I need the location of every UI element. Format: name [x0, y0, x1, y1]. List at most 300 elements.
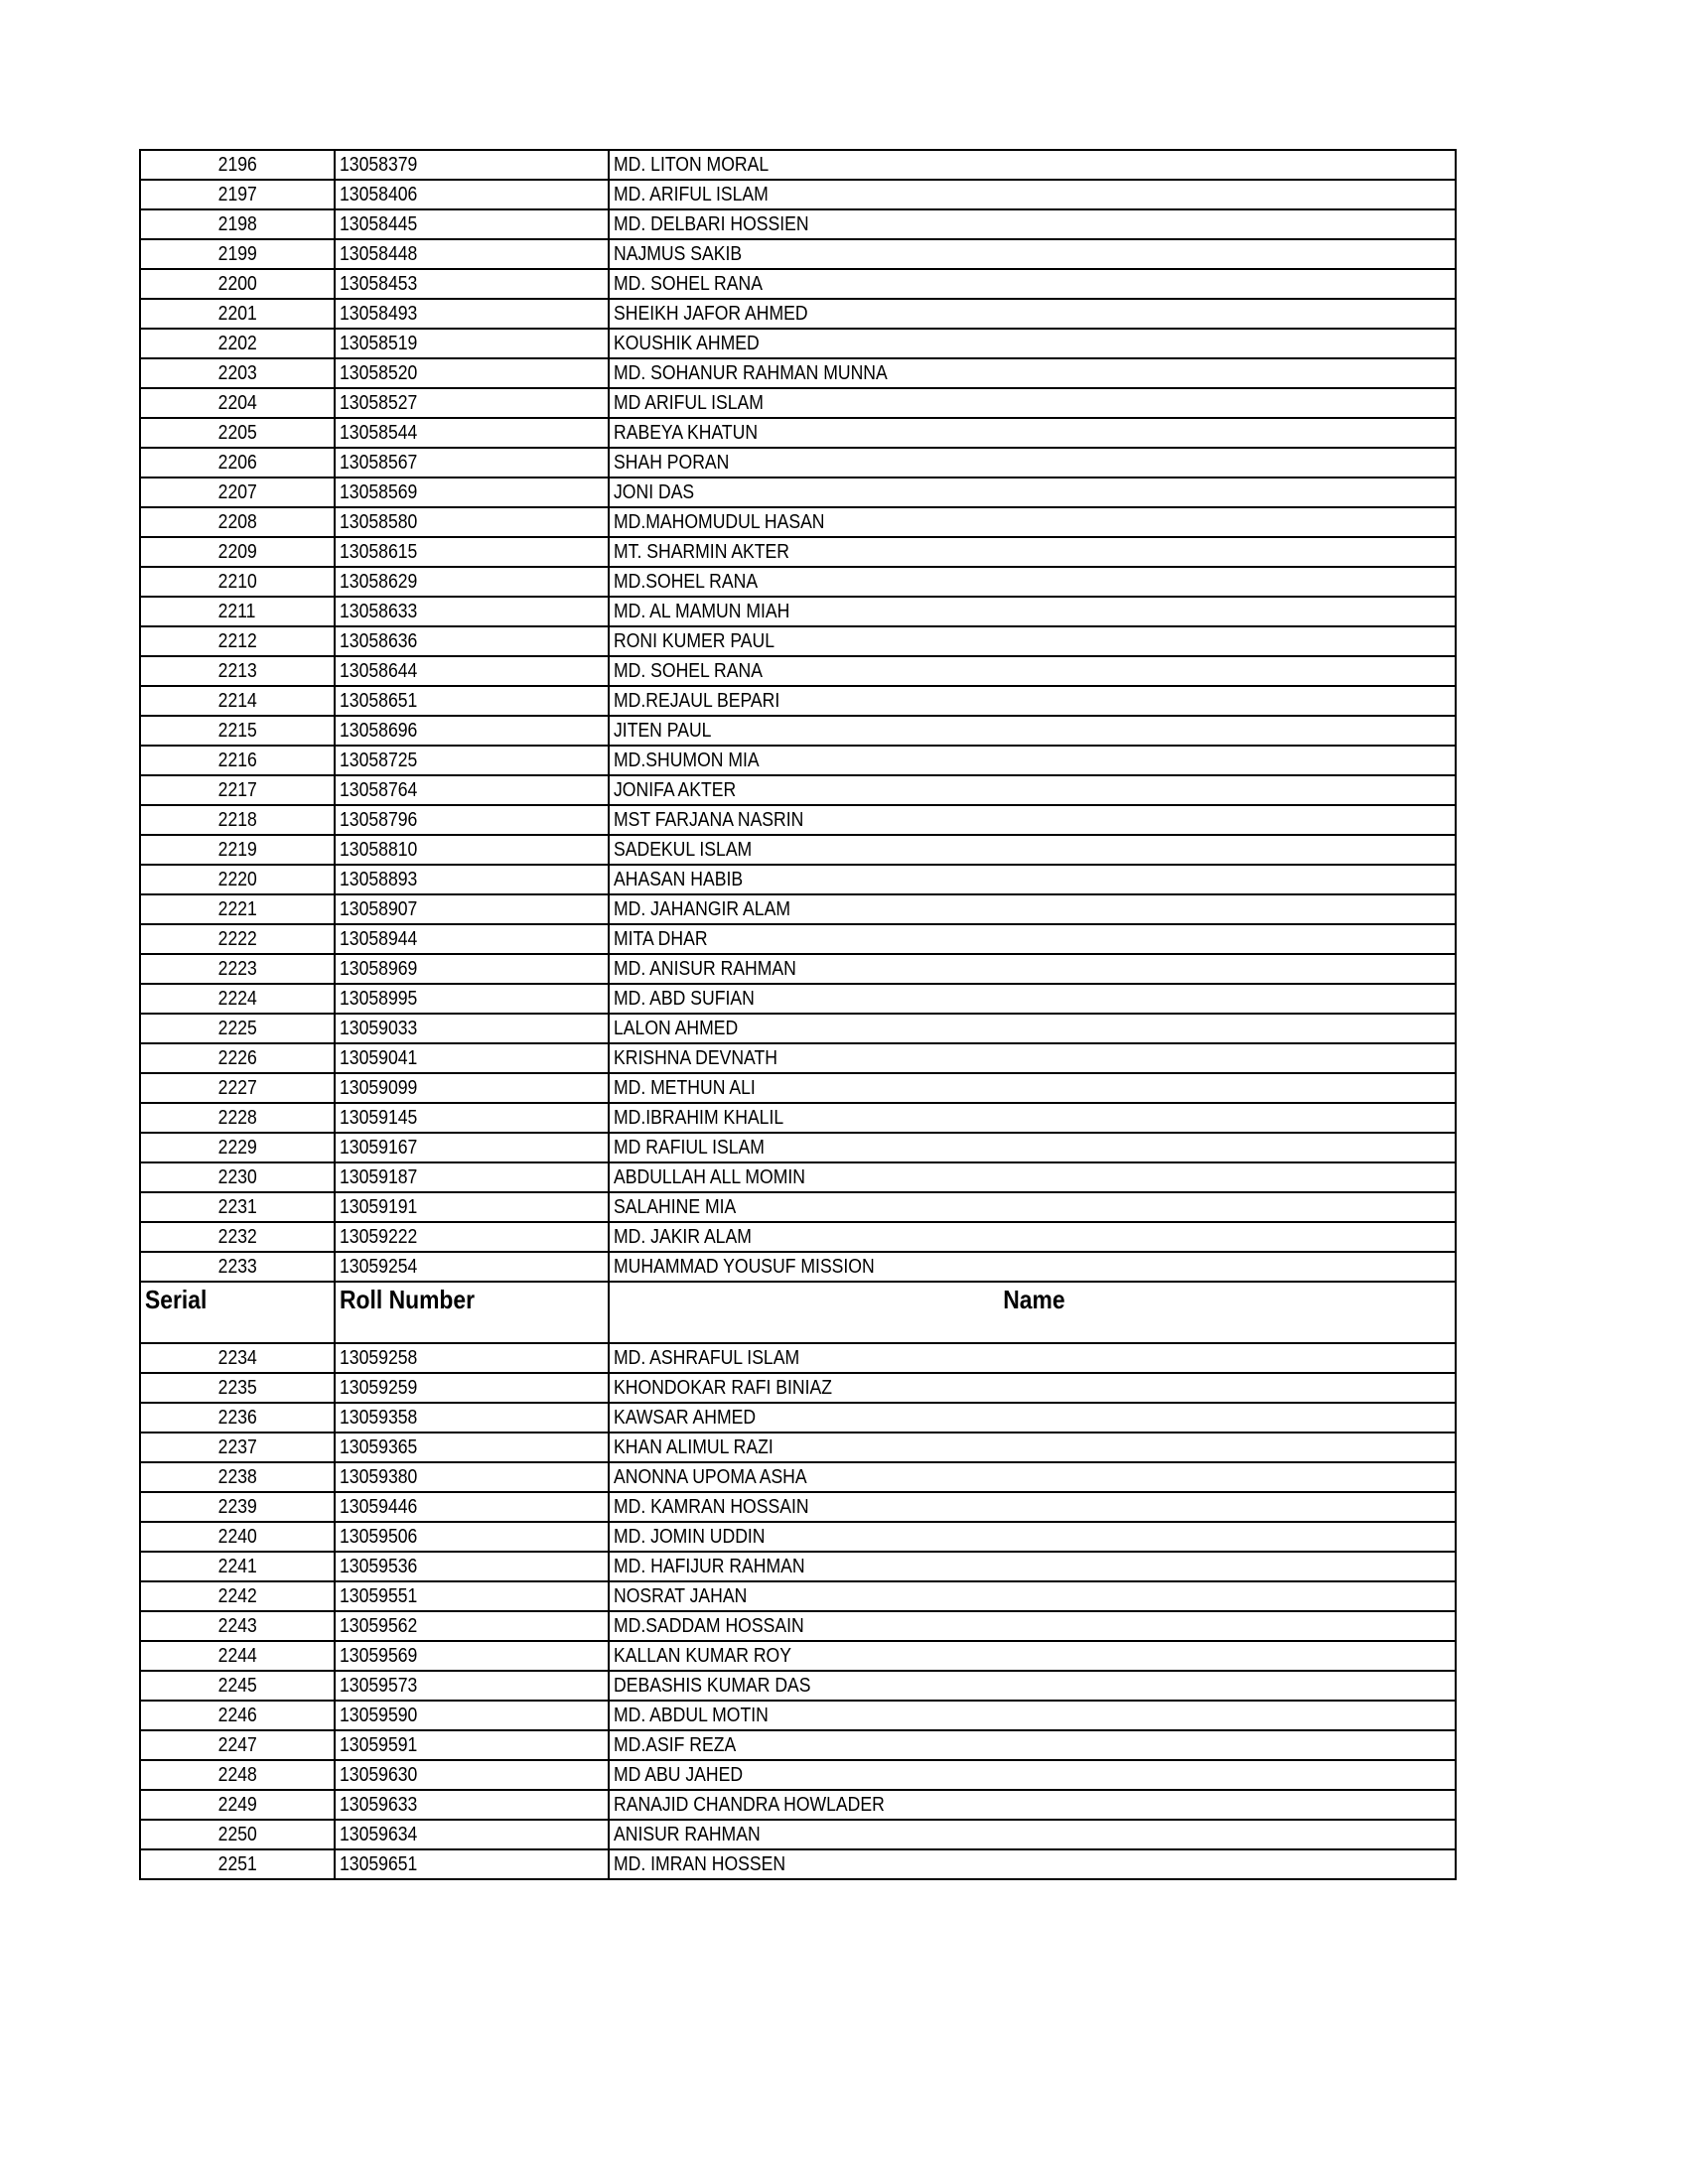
serial-cell	[140, 984, 335, 1014]
serial-cell-text: 2226	[217, 1047, 257, 1069]
roll-number-cell-text: 13058944	[340, 928, 418, 950]
serial-cell-text: 2247	[217, 1734, 257, 1756]
serial-cell	[140, 656, 335, 686]
serial-cell-text: 2227	[217, 1077, 257, 1099]
name-cell	[609, 626, 1456, 656]
serial-cell	[140, 1462, 335, 1492]
serial-column-header	[140, 1282, 335, 1343]
serial-cell	[140, 1581, 335, 1611]
name-cell	[609, 865, 1456, 894]
roll-number-cell	[335, 1552, 609, 1581]
serial-cell	[140, 1343, 335, 1373]
roll-number-cell-text: 13058406	[340, 184, 418, 205]
roll-number-cell-text: 13058527	[340, 392, 418, 414]
table-row	[140, 358, 1456, 388]
table-row	[140, 150, 1456, 180]
roll-number-cell-text: 13058810	[340, 839, 418, 861]
name-cell-text: KALLAN KUMAR ROY	[614, 1645, 791, 1667]
serial-cell	[140, 805, 335, 835]
roll-number-cell	[335, 388, 609, 418]
serial-cell-text: 2228	[217, 1107, 257, 1129]
table-body-lower	[140, 1343, 1456, 1879]
serial-cell	[140, 1014, 335, 1043]
name-cell	[609, 388, 1456, 418]
roll-number-cell	[335, 478, 609, 507]
serial-cell-text: 2239	[217, 1496, 257, 1518]
name-cell	[609, 746, 1456, 775]
serial-cell-text: 2206	[217, 452, 257, 474]
serial-cell-text: 2217	[217, 779, 257, 801]
roll-number-cell	[335, 1073, 609, 1103]
name-cell	[609, 1849, 1456, 1879]
serial-cell	[140, 1133, 335, 1162]
name-cell-text: MD. LITON MORAL	[614, 154, 770, 176]
serial-cell	[140, 1043, 335, 1073]
roll-number-cell	[335, 1522, 609, 1552]
roll-number-cell	[335, 1492, 609, 1522]
table-row	[140, 686, 1456, 716]
serial-cell-text: 2248	[217, 1764, 257, 1786]
table-row	[140, 1222, 1456, 1252]
name-cell-text: KHONDOKAR RAFI BINIAZ	[614, 1377, 833, 1399]
name-cell-text: JITEN PAUL	[614, 720, 712, 742]
table-row	[140, 1462, 1456, 1492]
table-row	[140, 478, 1456, 507]
serial-cell-text: 2242	[217, 1585, 257, 1607]
roll-number-cell-text: 13058379	[340, 154, 418, 176]
roll-number-cell-text: 13059259	[340, 1377, 418, 1399]
roll-number-cell	[335, 1433, 609, 1462]
name-cell	[609, 1492, 1456, 1522]
serial-header-text: Serial	[145, 1285, 208, 1314]
serial-cell	[140, 1492, 335, 1522]
serial-cell-text: 2231	[217, 1196, 257, 1218]
table-row	[140, 1252, 1456, 1282]
name-cell-text: RONI KUMER PAUL	[614, 630, 775, 652]
roll-number-cell	[335, 1014, 609, 1043]
serial-cell	[140, 269, 335, 299]
name-cell	[609, 537, 1456, 567]
serial-cell-text: 2230	[217, 1166, 257, 1188]
roll-number-cell	[335, 597, 609, 626]
roll-number-cell-text: 13059634	[340, 1824, 418, 1845]
name-cell	[609, 1192, 1456, 1222]
name-cell-text: MD. SOHEL RANA	[614, 660, 763, 682]
serial-cell-text: 2251	[217, 1853, 257, 1875]
roll-number-cell-text: 13059041	[340, 1047, 418, 1069]
serial-cell-text: 2197	[217, 184, 257, 205]
serial-cell-text: 2233	[217, 1256, 257, 1278]
name-cell	[609, 1671, 1456, 1701]
roll-number-table	[139, 149, 1457, 1880]
name-cell	[609, 954, 1456, 984]
name-cell	[609, 1701, 1456, 1730]
serial-cell-text: 2235	[217, 1377, 257, 1399]
table-row	[140, 656, 1456, 686]
name-cell-text: KRISHNA DEVNATH	[614, 1047, 777, 1069]
roll-number-cell-text: 13058725	[340, 750, 418, 771]
serial-cell	[140, 1611, 335, 1641]
name-cell-text: MT. SHARMIN AKTER	[614, 541, 790, 563]
roll-number-cell	[335, 1641, 609, 1671]
serial-cell-text: 2237	[217, 1436, 257, 1458]
serial-cell	[140, 1641, 335, 1671]
serial-cell	[140, 1162, 335, 1192]
serial-cell	[140, 388, 335, 418]
serial-cell-text: 2216	[217, 750, 257, 771]
serial-cell	[140, 1222, 335, 1252]
name-cell	[609, 1073, 1456, 1103]
roll-number-cell-text: 13059145	[340, 1107, 418, 1129]
serial-cell	[140, 209, 335, 239]
table-row	[140, 1133, 1456, 1162]
roll-number-cell-text: 13059033	[340, 1018, 418, 1039]
serial-cell	[140, 597, 335, 626]
roll-number-cell	[335, 1373, 609, 1403]
serial-cell	[140, 1373, 335, 1403]
roll-number-cell	[335, 358, 609, 388]
table-row	[140, 1192, 1456, 1222]
name-cell	[609, 1552, 1456, 1581]
table-row	[140, 835, 1456, 865]
serial-cell	[140, 448, 335, 478]
name-cell	[609, 1103, 1456, 1133]
name-cell-text: ANONNA UPOMA ASHA	[614, 1466, 807, 1488]
roll-number-cell-text: 13058569	[340, 481, 418, 503]
table-row	[140, 1611, 1456, 1641]
name-cell	[609, 329, 1456, 358]
serial-cell-text: 2211	[218, 601, 256, 622]
table-row	[140, 1343, 1456, 1373]
roll-number-cell	[335, 1701, 609, 1730]
name-cell-text: MD. ABDUL MOTIN	[614, 1705, 769, 1726]
roll-number-cell-text: 13058995	[340, 988, 418, 1010]
name-cell-text: MD. JAHANGIR ALAM	[614, 898, 790, 920]
roll-number-cell-text: 13059590	[340, 1705, 418, 1726]
table-row	[140, 537, 1456, 567]
name-cell	[609, 1222, 1456, 1252]
roll-number-cell-text: 13058796	[340, 809, 418, 831]
name-cell-text: MD.IBRAHIM KHALIL	[614, 1107, 784, 1129]
name-cell-text: KHAN ALIMUL RAZI	[614, 1436, 774, 1458]
roll-number-cell	[335, 448, 609, 478]
table-row	[140, 626, 1456, 656]
serial-cell-text: 2196	[217, 154, 257, 176]
serial-cell	[140, 1552, 335, 1581]
roll-number-cell	[335, 1343, 609, 1373]
roll-number-cell	[335, 1671, 609, 1701]
name-cell-text: MD. ARIFUL ISLAM	[614, 184, 769, 205]
name-cell	[609, 924, 1456, 954]
name-cell	[609, 269, 1456, 299]
serial-cell-text: 2249	[217, 1794, 257, 1816]
name-cell-text: MD.SHUMON MIA	[614, 750, 760, 771]
roll-number-cell	[335, 1790, 609, 1820]
roll-number-cell-text: 13058636	[340, 630, 418, 652]
table-row	[140, 1014, 1456, 1043]
roll-number-cell-text: 13058453	[340, 273, 418, 295]
table-row	[140, 507, 1456, 537]
name-cell	[609, 894, 1456, 924]
name-cell	[609, 507, 1456, 537]
serial-cell-text: 2234	[217, 1347, 257, 1369]
roll-number-cell	[335, 1462, 609, 1492]
roll-number-cell-text: 13058544	[340, 422, 418, 444]
name-cell-text: MD. JAKIR ALAM	[614, 1226, 752, 1248]
roll-number-cell-text: 13058644	[340, 660, 418, 682]
roll-number-cell	[335, 626, 609, 656]
roll-number-cell-text: 13058580	[340, 511, 418, 533]
table-row	[140, 716, 1456, 746]
serial-cell	[140, 478, 335, 507]
serial-cell-text: 2224	[217, 988, 257, 1010]
serial-cell	[140, 1522, 335, 1552]
name-cell	[609, 716, 1456, 746]
roll-number-cell-text: 13059258	[340, 1347, 418, 1369]
serial-cell-text: 2204	[217, 392, 257, 414]
table-row	[140, 1492, 1456, 1522]
roll-number-cell-text: 13059365	[340, 1436, 418, 1458]
table-row	[140, 329, 1456, 358]
serial-cell	[140, 150, 335, 180]
table-row	[140, 567, 1456, 597]
table-row	[140, 984, 1456, 1014]
name-cell	[609, 448, 1456, 478]
name-cell	[609, 984, 1456, 1014]
roll-number-cell	[335, 1581, 609, 1611]
serial-cell-text: 2200	[217, 273, 257, 295]
roll-number-cell	[335, 686, 609, 716]
table-row	[140, 269, 1456, 299]
roll-number-cell	[335, 1820, 609, 1849]
table-row	[140, 924, 1456, 954]
name-cell-text: MD.ASIF REZA	[614, 1734, 737, 1756]
roll-number-cell	[335, 656, 609, 686]
table-row	[140, 865, 1456, 894]
serial-cell-text: 2205	[217, 422, 257, 444]
name-cell-text: AHASAN HABIB	[614, 869, 744, 890]
name-cell-text: MUHAMMAD YOUSUF MISSION	[614, 1256, 875, 1278]
roll-number-cell	[335, 567, 609, 597]
serial-cell-text: 2208	[217, 511, 257, 533]
serial-cell-text: 2198	[217, 213, 257, 235]
serial-cell	[140, 1252, 335, 1282]
serial-cell	[140, 1103, 335, 1133]
roll-number-cell	[335, 1222, 609, 1252]
table-row	[140, 1760, 1456, 1790]
serial-cell	[140, 180, 335, 209]
roll-number-cell-text: 13059569	[340, 1645, 418, 1667]
name-cell-text: MD. KAMRAN HOSSAIN	[614, 1496, 809, 1518]
table-row	[140, 180, 1456, 209]
serial-cell	[140, 954, 335, 984]
roll-number-cell-text: 13058493	[340, 303, 418, 325]
table-body-upper	[140, 150, 1456, 1282]
table-header-section	[140, 1282, 1456, 1343]
roll-number-cell-text: 13059591	[340, 1734, 418, 1756]
name-cell-text: MD. IMRAN HOSSEN	[614, 1853, 786, 1875]
roll-number-cell-text: 13059187	[340, 1166, 418, 1188]
name-cell-text: LALON AHMED	[614, 1018, 739, 1039]
table-row	[140, 1073, 1456, 1103]
roll-number-cell	[335, 716, 609, 746]
serial-cell-text: 2238	[217, 1466, 257, 1488]
serial-cell	[140, 537, 335, 567]
serial-cell-text: 2214	[217, 690, 257, 712]
serial-cell-text: 2201	[217, 303, 257, 325]
name-cell-text: MD.SADDAM HOSSAIN	[614, 1615, 804, 1637]
name-cell-text: MD.REJAUL BEPARI	[614, 690, 780, 712]
table-row	[140, 894, 1456, 924]
roll-number-cell-text: 13059551	[340, 1585, 418, 1607]
roll-number-cell	[335, 1403, 609, 1433]
name-cell	[609, 1730, 1456, 1760]
serial-cell	[140, 746, 335, 775]
roll-number-cell-text: 13059222	[340, 1226, 418, 1248]
roll-number-cell-text: 13059358	[340, 1407, 418, 1429]
name-cell	[609, 239, 1456, 269]
table-row	[140, 775, 1456, 805]
roll-number-cell-text: 13058651	[340, 690, 418, 712]
name-cell	[609, 1133, 1456, 1162]
roll-number-cell-text: 13059506	[340, 1526, 418, 1548]
name-cell-text: MD.MAHOMUDUL HASAN	[614, 511, 825, 533]
name-cell-text: MST FARJANA NASRIN	[614, 809, 804, 831]
roll-number-cell-text: 13059099	[340, 1077, 418, 1099]
name-cell	[609, 478, 1456, 507]
roll-number-cell-text: 13058629	[340, 571, 418, 593]
name-cell-text: JONIFA AKTER	[614, 779, 737, 801]
serial-cell-text: 2212	[217, 630, 257, 652]
roll-number-cell	[335, 1192, 609, 1222]
name-cell	[609, 180, 1456, 209]
serial-cell	[140, 894, 335, 924]
name-cell	[609, 805, 1456, 835]
name-cell-text: MD. AL MAMUN MIAH	[614, 601, 790, 622]
serial-cell	[140, 924, 335, 954]
roll-number-cell	[335, 746, 609, 775]
roll-number-cell-text: 13059633	[340, 1794, 418, 1816]
table-row	[140, 1103, 1456, 1133]
name-cell-text: MD. SOHANUR RAHMAN MUNNA	[614, 362, 888, 384]
roll-number-cell	[335, 775, 609, 805]
roll-number-cell-text: 13058448	[340, 243, 418, 265]
roll-number-cell-text: 13058696	[340, 720, 418, 742]
name-cell	[609, 1043, 1456, 1073]
roll-number-cell-text: 13059651	[340, 1853, 418, 1875]
roll-number-cell	[335, 150, 609, 180]
roll-number-cell-text: 13058520	[340, 362, 418, 384]
roll-number-cell	[335, 1760, 609, 1790]
serial-cell-text: 2209	[217, 541, 257, 563]
serial-cell	[140, 686, 335, 716]
serial-cell	[140, 1671, 335, 1701]
roll-number-cell	[335, 418, 609, 448]
name-cell	[609, 567, 1456, 597]
roll-number-cell-text: 13059167	[340, 1137, 418, 1159]
table-row	[140, 1043, 1456, 1073]
table-row	[140, 1581, 1456, 1611]
name-cell	[609, 686, 1456, 716]
roll-number-cell	[335, 1611, 609, 1641]
table-row	[140, 418, 1456, 448]
name-header-text: Name	[1003, 1285, 1065, 1314]
name-cell-text: DEBASHIS KUMAR DAS	[614, 1675, 811, 1697]
table-row	[140, 299, 1456, 329]
name-cell-text: KOUSHIK AHMED	[614, 333, 760, 354]
serial-cell	[140, 358, 335, 388]
serial-cell-text: 2213	[217, 660, 257, 682]
name-cell	[609, 1403, 1456, 1433]
name-cell-text: MD. DELBARI HOSSIEN	[614, 213, 809, 235]
serial-cell-text: 2236	[217, 1407, 257, 1429]
column-header-row	[140, 1282, 1456, 1343]
serial-cell	[140, 1760, 335, 1790]
name-cell-text: MD. HAFIJUR RAHMAN	[614, 1556, 805, 1577]
name-cell-text: JONI DAS	[614, 481, 695, 503]
name-cell-text: ANISUR RAHMAN	[614, 1824, 761, 1845]
serial-cell-text: 2250	[217, 1824, 257, 1845]
table-row	[140, 1671, 1456, 1701]
serial-cell	[140, 1820, 335, 1849]
table-row	[140, 239, 1456, 269]
name-cell-text: NOSRAT JAHAN	[614, 1585, 748, 1607]
name-cell	[609, 1014, 1456, 1043]
roll-number-cell	[335, 805, 609, 835]
roll-number-cell-text: 13058633	[340, 601, 418, 622]
name-cell-text: MD. ABD SUFIAN	[614, 988, 755, 1010]
roll-number-cell	[335, 537, 609, 567]
name-cell	[609, 299, 1456, 329]
name-cell-text: MD. ASHRAFUL ISLAM	[614, 1347, 800, 1369]
table-row	[140, 1790, 1456, 1820]
table-row	[140, 448, 1456, 478]
roll-number-cell	[335, 299, 609, 329]
roll-number-cell	[335, 1103, 609, 1133]
name-cell	[609, 1611, 1456, 1641]
roll-number-cell-text: 13059630	[340, 1764, 418, 1786]
serial-cell-text: 2244	[217, 1645, 257, 1667]
serial-cell-text: 2245	[217, 1675, 257, 1697]
serial-cell	[140, 239, 335, 269]
name-cell	[609, 1820, 1456, 1849]
name-cell-text: KAWSAR AHMED	[614, 1407, 757, 1429]
roll-number-cell	[335, 329, 609, 358]
name-cell-text: MD ABU JAHED	[614, 1764, 744, 1786]
name-cell	[609, 418, 1456, 448]
name-cell	[609, 775, 1456, 805]
roll-number-cell-text: 13058445	[340, 213, 418, 235]
table-row	[140, 1162, 1456, 1192]
roll-number-cell	[335, 209, 609, 239]
roll-number-cell-text: 13059536	[340, 1556, 418, 1577]
name-cell-text: MD. METHUN ALI	[614, 1077, 756, 1099]
serial-cell-text: 2225	[217, 1018, 257, 1039]
serial-cell	[140, 1701, 335, 1730]
name-cell	[609, 358, 1456, 388]
name-cell	[609, 1641, 1456, 1671]
table-row	[140, 1730, 1456, 1760]
roll-number-cell	[335, 239, 609, 269]
name-cell	[609, 1252, 1456, 1282]
serial-cell-text: 2219	[217, 839, 257, 861]
table-row	[140, 209, 1456, 239]
roll-number-cell-text: 13058893	[340, 869, 418, 890]
name-cell	[609, 1162, 1456, 1192]
serial-cell	[140, 1192, 335, 1222]
roll-number-cell	[335, 954, 609, 984]
serial-cell	[140, 865, 335, 894]
